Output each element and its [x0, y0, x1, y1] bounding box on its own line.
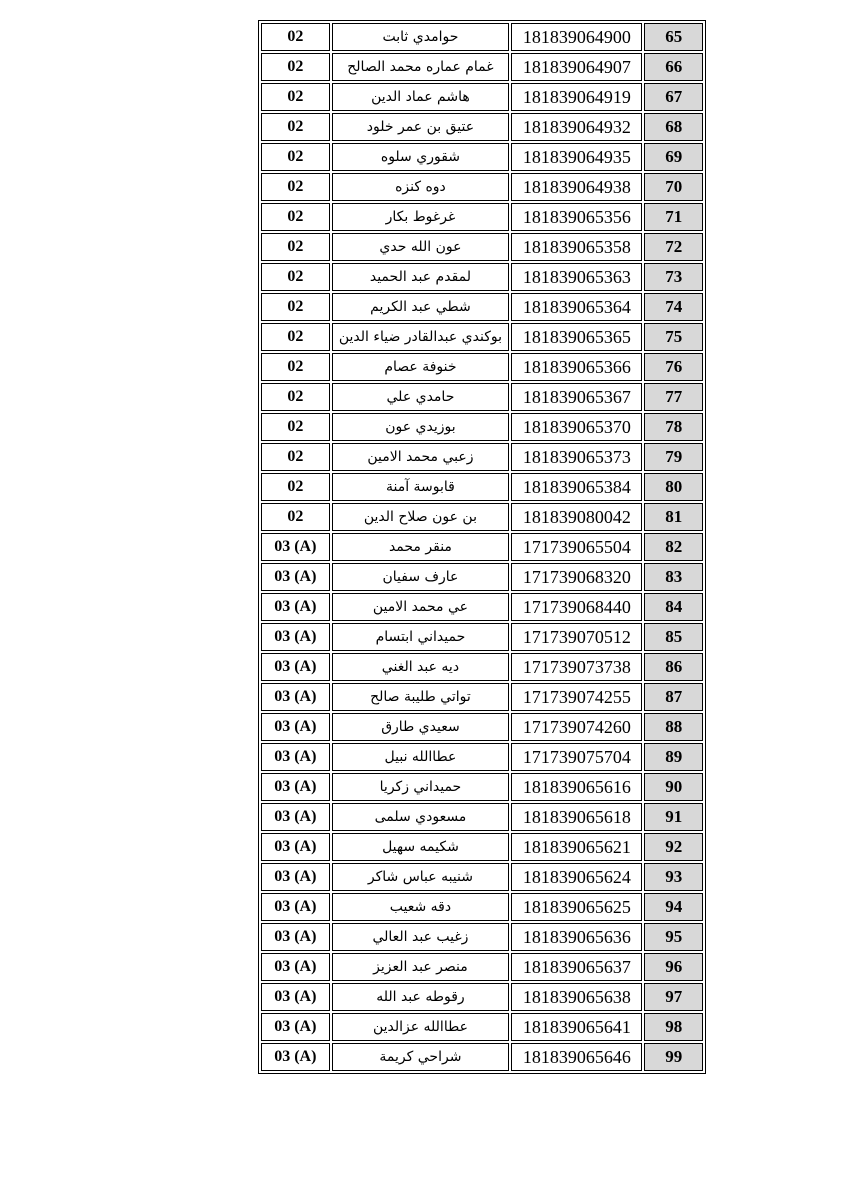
student-list-sheet	[258, 20, 706, 1074]
name-cell: حميداني زكريا	[332, 773, 510, 801]
registration-id-cell: 181839065384	[511, 473, 642, 501]
registration-id-cell: 181839065616	[511, 773, 642, 801]
row-number-cell: 80	[644, 473, 703, 501]
row-number-cell: 92	[644, 833, 703, 861]
name-cell: شنيبه عباس شاكر	[332, 863, 510, 891]
group-cell: 02	[261, 353, 330, 381]
name-cell: لمقدم عبد الحميد	[332, 263, 510, 291]
registration-id-cell: 181839064935	[511, 143, 642, 171]
row-number-cell: 72	[644, 233, 703, 261]
registration-id-cell: 181839065638	[511, 983, 642, 1011]
student-table	[258, 20, 706, 1074]
table-row	[261, 623, 703, 651]
row-number-cell: 78	[644, 413, 703, 441]
registration-id-cell: 181839064919	[511, 83, 642, 111]
group-cell: 03 (A)	[261, 683, 330, 711]
registration-id-cell: 171739074255	[511, 683, 642, 711]
table-row	[261, 953, 703, 981]
group-cell: 03 (A)	[261, 923, 330, 951]
registration-id-cell: 181839065625	[511, 893, 642, 921]
registration-id-cell: 181839065364	[511, 293, 642, 321]
row-number-cell: 87	[644, 683, 703, 711]
name-cell: سعيدي طارق	[332, 713, 510, 741]
table-row	[261, 563, 703, 591]
name-cell: رقوطه عبد الله	[332, 983, 510, 1011]
row-number-cell: 70	[644, 173, 703, 201]
row-number-cell: 67	[644, 83, 703, 111]
group-cell: 03 (A)	[261, 563, 330, 591]
group-cell: 02	[261, 473, 330, 501]
row-number-cell: 99	[644, 1043, 703, 1071]
registration-id-cell: 181839065356	[511, 203, 642, 231]
group-cell: 02	[261, 293, 330, 321]
table-row	[261, 863, 703, 891]
table-row	[261, 533, 703, 561]
row-number-cell: 66	[644, 53, 703, 81]
registration-id-cell: 181839080042	[511, 503, 642, 531]
registration-id-cell: 181839065365	[511, 323, 642, 351]
name-cell: قابوسة آمنة	[332, 473, 510, 501]
table-row	[261, 653, 703, 681]
table-row	[261, 803, 703, 831]
name-cell: زغيب عبد العالي	[332, 923, 510, 951]
name-cell: شراحي كريمة	[332, 1043, 510, 1071]
row-number-cell: 68	[644, 113, 703, 141]
group-cell: 03 (A)	[261, 743, 330, 771]
row-number-cell: 73	[644, 263, 703, 291]
row-number-cell: 75	[644, 323, 703, 351]
table-row	[261, 443, 703, 471]
group-cell: 02	[261, 53, 330, 81]
row-number-cell: 93	[644, 863, 703, 891]
group-cell: 03 (A)	[261, 1013, 330, 1041]
name-cell: عي محمد الامين	[332, 593, 510, 621]
group-cell: 03 (A)	[261, 1043, 330, 1071]
name-cell: عطاالله عزالدين	[332, 1013, 510, 1041]
group-cell: 03 (A)	[261, 773, 330, 801]
table-row	[261, 23, 703, 51]
group-cell: 02	[261, 263, 330, 291]
registration-id-cell: 181839064938	[511, 173, 642, 201]
table-row	[261, 413, 703, 441]
group-cell: 02	[261, 383, 330, 411]
table-row	[261, 83, 703, 111]
table-row	[261, 743, 703, 771]
table-row	[261, 173, 703, 201]
registration-id-cell: 181839065618	[511, 803, 642, 831]
group-cell: 02	[261, 233, 330, 261]
registration-id-cell: 181839064900	[511, 23, 642, 51]
name-cell: عطاالله نبيل	[332, 743, 510, 771]
registration-id-cell: 181839065363	[511, 263, 642, 291]
group-cell: 02	[261, 143, 330, 171]
table-row	[261, 473, 703, 501]
registration-id-cell: 181839064932	[511, 113, 642, 141]
row-number-cell: 77	[644, 383, 703, 411]
name-cell: دوه كنزه	[332, 173, 510, 201]
group-cell: 03 (A)	[261, 623, 330, 651]
row-number-cell: 79	[644, 443, 703, 471]
group-cell: 03 (A)	[261, 803, 330, 831]
row-number-cell: 74	[644, 293, 703, 321]
group-cell: 03 (A)	[261, 893, 330, 921]
row-number-cell: 65	[644, 23, 703, 51]
group-cell: 03 (A)	[261, 863, 330, 891]
name-cell: حميداني ابتسام	[332, 623, 510, 651]
table-row	[261, 503, 703, 531]
name-cell: عون الله حدي	[332, 233, 510, 261]
name-cell: عارف سفيان	[332, 563, 510, 591]
row-number-cell: 96	[644, 953, 703, 981]
registration-id-cell: 181839065641	[511, 1013, 642, 1041]
student-table-body	[261, 23, 703, 1071]
registration-id-cell: 181839065621	[511, 833, 642, 861]
row-number-cell: 71	[644, 203, 703, 231]
name-cell: منقر محمد	[332, 533, 510, 561]
name-cell: بن عون صلاح الدين	[332, 503, 510, 531]
table-row	[261, 353, 703, 381]
group-cell: 03 (A)	[261, 953, 330, 981]
group-cell: 02	[261, 113, 330, 141]
group-cell: 03 (A)	[261, 593, 330, 621]
group-cell: 02	[261, 443, 330, 471]
registration-id-cell: 171739065504	[511, 533, 642, 561]
row-number-cell: 76	[644, 353, 703, 381]
group-cell: 02	[261, 503, 330, 531]
name-cell: حامدي علي	[332, 383, 510, 411]
row-number-cell: 82	[644, 533, 703, 561]
registration-id-cell: 181839065370	[511, 413, 642, 441]
name-cell: هاشم عماد الدين	[332, 83, 510, 111]
group-cell: 03 (A)	[261, 833, 330, 861]
table-row	[261, 833, 703, 861]
name-cell: شطي عبد الكريم	[332, 293, 510, 321]
registration-id-cell: 181839065367	[511, 383, 642, 411]
row-number-cell: 85	[644, 623, 703, 651]
table-row	[261, 593, 703, 621]
name-cell: عتيق بن عمر خلود	[332, 113, 510, 141]
name-cell: شقوري سلوه	[332, 143, 510, 171]
name-cell: مسعودي سلمى	[332, 803, 510, 831]
group-cell: 03 (A)	[261, 533, 330, 561]
group-cell: 02	[261, 413, 330, 441]
name-cell: دقه شعيب	[332, 893, 510, 921]
name-cell: غرغوط بكار	[332, 203, 510, 231]
table-row	[261, 143, 703, 171]
table-row	[261, 323, 703, 351]
name-cell: زعبي محمد الامين	[332, 443, 510, 471]
registration-id-cell: 181839065637	[511, 953, 642, 981]
table-row	[261, 203, 703, 231]
group-cell: 03 (A)	[261, 713, 330, 741]
name-cell: منصر عبد العزيز	[332, 953, 510, 981]
registration-id-cell: 171739075704	[511, 743, 642, 771]
table-row	[261, 293, 703, 321]
group-cell: 02	[261, 173, 330, 201]
table-row	[261, 383, 703, 411]
table-row	[261, 53, 703, 81]
group-cell: 02	[261, 23, 330, 51]
name-cell: غمام عماره محمد الصالح	[332, 53, 510, 81]
registration-id-cell: 181839065366	[511, 353, 642, 381]
table-row	[261, 923, 703, 951]
row-number-cell: 84	[644, 593, 703, 621]
group-cell: 02	[261, 203, 330, 231]
row-number-cell: 88	[644, 713, 703, 741]
group-cell: 02	[261, 323, 330, 351]
name-cell: خنوفة عصام	[332, 353, 510, 381]
row-number-cell: 91	[644, 803, 703, 831]
row-number-cell: 98	[644, 1013, 703, 1041]
registration-id-cell: 181839065646	[511, 1043, 642, 1071]
registration-id-cell: 181839065373	[511, 443, 642, 471]
row-number-cell: 89	[644, 743, 703, 771]
table-row	[261, 773, 703, 801]
registration-id-cell: 181839065636	[511, 923, 642, 951]
row-number-cell: 86	[644, 653, 703, 681]
name-cell: بوزيدي عون	[332, 413, 510, 441]
registration-id-cell: 181839065358	[511, 233, 642, 261]
registration-id-cell: 171739073738	[511, 653, 642, 681]
table-row	[261, 893, 703, 921]
row-number-cell: 81	[644, 503, 703, 531]
row-number-cell: 94	[644, 893, 703, 921]
group-cell: 03 (A)	[261, 983, 330, 1011]
registration-id-cell: 171739074260	[511, 713, 642, 741]
registration-id-cell: 181839064907	[511, 53, 642, 81]
row-number-cell: 90	[644, 773, 703, 801]
registration-id-cell: 171739068440	[511, 593, 642, 621]
table-row	[261, 713, 703, 741]
row-number-cell: 69	[644, 143, 703, 171]
table-row	[261, 683, 703, 711]
table-row	[261, 983, 703, 1011]
registration-id-cell: 171739068320	[511, 563, 642, 591]
row-number-cell: 97	[644, 983, 703, 1011]
name-cell: بوكندي عبدالقادر ضياء الدين	[332, 323, 510, 351]
row-number-cell: 95	[644, 923, 703, 951]
registration-id-cell: 171739070512	[511, 623, 642, 651]
table-row	[261, 1043, 703, 1071]
table-row	[261, 1013, 703, 1041]
group-cell: 02	[261, 83, 330, 111]
table-row	[261, 233, 703, 261]
table-row	[261, 113, 703, 141]
name-cell: شكيمه سهيل	[332, 833, 510, 861]
table-row	[261, 263, 703, 291]
registration-id-cell: 181839065624	[511, 863, 642, 891]
name-cell: تواتي طليبة صالح	[332, 683, 510, 711]
row-number-cell: 83	[644, 563, 703, 591]
group-cell: 03 (A)	[261, 653, 330, 681]
name-cell: ديه عبد الغني	[332, 653, 510, 681]
name-cell: حوامدي ثابت	[332, 23, 510, 51]
